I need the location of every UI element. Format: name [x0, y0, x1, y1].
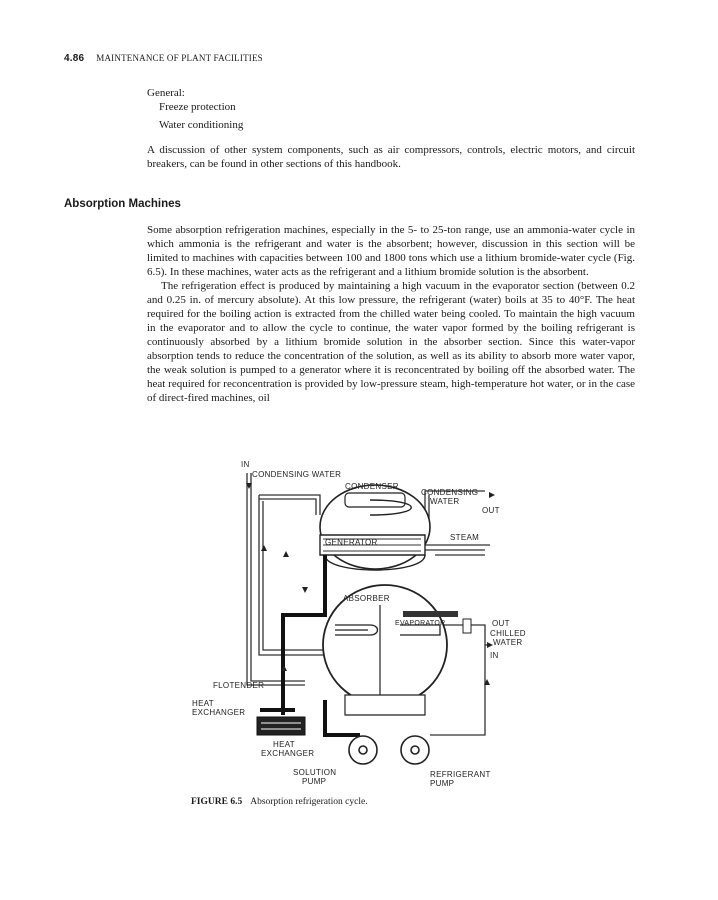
label-out-right: OUT — [482, 506, 500, 515]
refrigerant-pump — [401, 736, 429, 764]
label-chilled-2: WATER — [493, 638, 523, 647]
figure-caption-text: Absorption refrigeration cycle. — [250, 797, 368, 807]
label-refrigerant-pump-1: REFRIGERANT — [430, 770, 491, 779]
section-body — [147, 223, 635, 405]
label-generator: GENERATOR — [325, 538, 378, 547]
label-condensing-water-in: CONDENSING WATER — [252, 470, 342, 479]
label-condensing-water-out-1: CONDENSING — [421, 488, 479, 497]
label-condensing-water-out-2: WATER — [430, 497, 460, 506]
label-absorber: ABSORBER — [343, 594, 390, 603]
label-steam: STEAM — [450, 533, 480, 542]
absorption-cycle-diagram — [185, 455, 545, 795]
condensing-water-inlet-pipe — [247, 473, 305, 685]
running-title: MAINTENANCE OF PLANT FACILITIES — [96, 53, 263, 63]
diagram-svg — [185, 455, 545, 795]
solution-pump — [349, 736, 377, 764]
label-condenser: CONDENSER — [345, 482, 399, 491]
page-number: 4.86 — [64, 53, 85, 64]
intro-paragraph-text: A discussion of other system components, such as air compressors, controls, electric motors, and circuit breakers, can be found in other sections of this handbook. — [147, 144, 635, 170]
label-refrigerant-pump-2: PUMP — [430, 779, 455, 788]
label-chilled-out: OUT — [492, 619, 510, 628]
paragraph-2: The refrigeration effect is produced by maintaining a high vacuum in the evaporator section (between 0.2 and 0.25 in. of mercury absolute). At this low pressure, the refrigerant (water) boils at 35 to 40°F. The heat required for the boiling action is extracted from the chilled water being cooled. To maintain the high vacuum in the evaporator and to allow the cycle to continue, the water vapor formed by the boiling refrigerant is continuously absorbed by a lithium bromide solution in the absorber section. Since this water-vapor absorption tends to reduce the concentration of the solution, as well as its ability to absorb more water vapor, the weak solution is pumped to a generator where it is reconcentrated by boiling off the absorbed water. The heat required for reconcentration is provided by low-pressure steam, high-temperature hot water, or in the case of direct-fired machines, oil — [147, 280, 635, 404]
label-chilled-in: IN — [490, 651, 499, 660]
label-in-top: IN — [241, 460, 250, 469]
label-solution-pump-1: SOLUTION — [293, 768, 337, 777]
figure-number: FIGURE 6.5 — [191, 797, 243, 807]
label-flotender: FLOTENDER — [213, 681, 265, 690]
intro-paragraph — [147, 143, 635, 171]
absorber-evaporator-shell — [323, 585, 471, 715]
label-heat-exchanger-bottom-1: HEAT — [273, 740, 295, 749]
label-heat-exchanger-left-1: HEAT — [192, 699, 214, 708]
strong-solution-line — [283, 555, 325, 715]
heat-exchanger-box — [257, 717, 305, 735]
running-header — [64, 53, 263, 64]
label-heat-exchanger-bottom-2: EXCHANGER — [261, 749, 315, 758]
paragraph-1: Some absorption refrigeration machines, especially in the 5- to 25-ton range, use an ammonia-water cycle in which ammonia is the refrigerant and water is the absorbent; however, discussion in this section will be limited to machines with capacities between 100 and 1800 tons which use a lithium bromide-water cycle (Fig. 6.5). In these machines, water acts as the refrigerant and a lithium bromide solution is the absorbent. — [147, 224, 635, 278]
label-heat-exchanger-left-2: EXCHANGER — [192, 708, 246, 717]
section-heading-absorption-machines: Absorption Machines — [64, 198, 181, 210]
figure-caption — [191, 797, 368, 807]
general-item-freeze-protection: Freeze protection — [159, 101, 236, 113]
condenser-generator-shell — [320, 485, 430, 570]
label-chilled-1: CHILLED — [490, 629, 526, 638]
general-heading: General: — [147, 87, 185, 99]
label-evaporator: EVAPORATOR — [395, 620, 446, 627]
label-solution-pump-2: PUMP — [302, 777, 327, 786]
general-item-water-conditioning: Water conditioning — [159, 119, 244, 131]
